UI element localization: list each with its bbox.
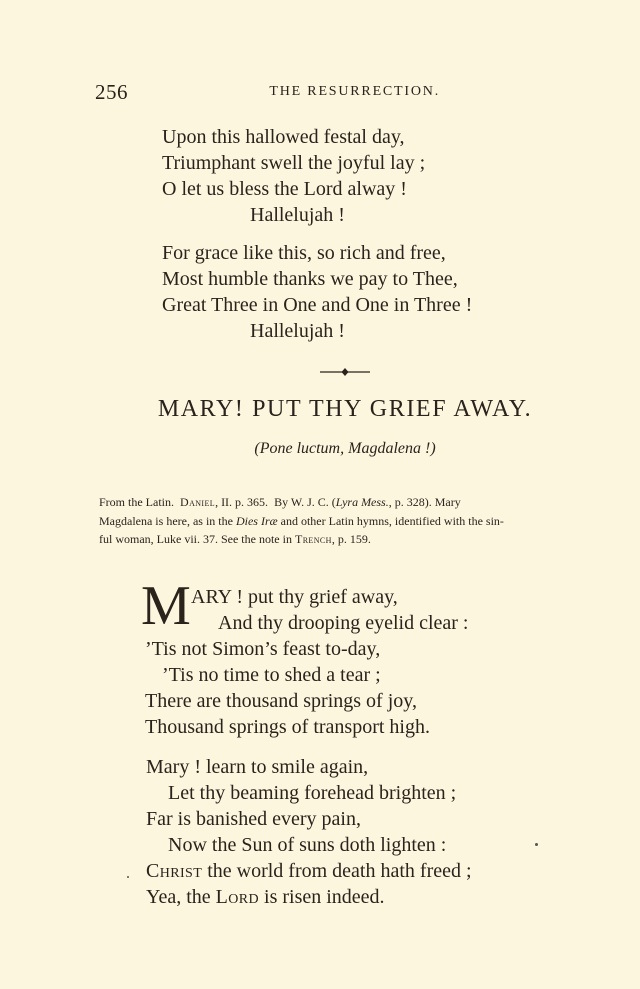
paper-speck [127,876,129,878]
verse-line: ’Tis no time to shed a tear ; [162,664,381,686]
page-header [95,80,440,104]
verse-line: ARY ! put thy grief away, [191,586,398,608]
stanza-2 [162,240,472,344]
section-divider-ornament [320,366,370,378]
stanza-3 [145,584,469,740]
page-number: 256 [95,80,128,104]
verse-line: O let us bless the Lord alway ! [162,178,407,200]
verse-line: Triumphant swell the joyful lay ; [162,152,426,174]
drop-cap-initial: M [141,575,191,637]
stanza-4 [146,754,472,910]
verse-line: Let thy beaming forehead brighten ; [168,782,457,804]
latin-subtitle: (Pone luctum, Magdalena !) [254,440,436,457]
hallelujah-refrain: Hallelujah ! [250,204,345,226]
verse-line: Now the Sun of suns doth lighten : [168,834,447,856]
paper-speck [535,843,538,846]
hymn-title: MARY! PUT THY GRIEF AWAY. [157,396,533,422]
verse-line: And thy drooping eyelid clear : [218,612,469,634]
verse-line: Most humble thanks we pay to Thee, [162,268,458,290]
verse-line: Far is banished every pain, [146,808,361,830]
hallelujah-refrain: Hallelujah ! [250,320,345,342]
running-head: THE RESURRECTION. [269,84,440,99]
verse-line: Christ the world from death hath freed ; [146,860,472,882]
verse-line: Yea, the Lord is risen indeed. [146,886,385,908]
source-note-line-3: ful woman, Luke vii. 37. See the note in Trench, p. 159. [99,532,371,546]
source-note [99,493,559,549]
verse-line: For grace like this, so rich and free, [162,242,446,264]
stanza-1 [162,124,425,228]
verse-line: Great Three in One and One in Three ! [162,294,473,316]
verse-line: Mary ! learn to smile again, [146,756,369,778]
source-note-line-2: Magdalena is here, as in the Dies Iræ and other Latin hymns, identified with the sin- [99,513,504,528]
verse-line: Upon this hallowed festal day, [162,126,405,148]
source-note-line-1: From the Latin. Daniel, II. p. 365. By W. J. C. (Lyra Mess., p. 328). Mary [99,495,461,509]
verse-line: There are thousand springs of joy, [145,690,417,712]
verse-line: Thousand springs of transport high. [145,716,430,738]
verse-line: ’Tis not Simon’s feast to-day, [145,638,381,660]
